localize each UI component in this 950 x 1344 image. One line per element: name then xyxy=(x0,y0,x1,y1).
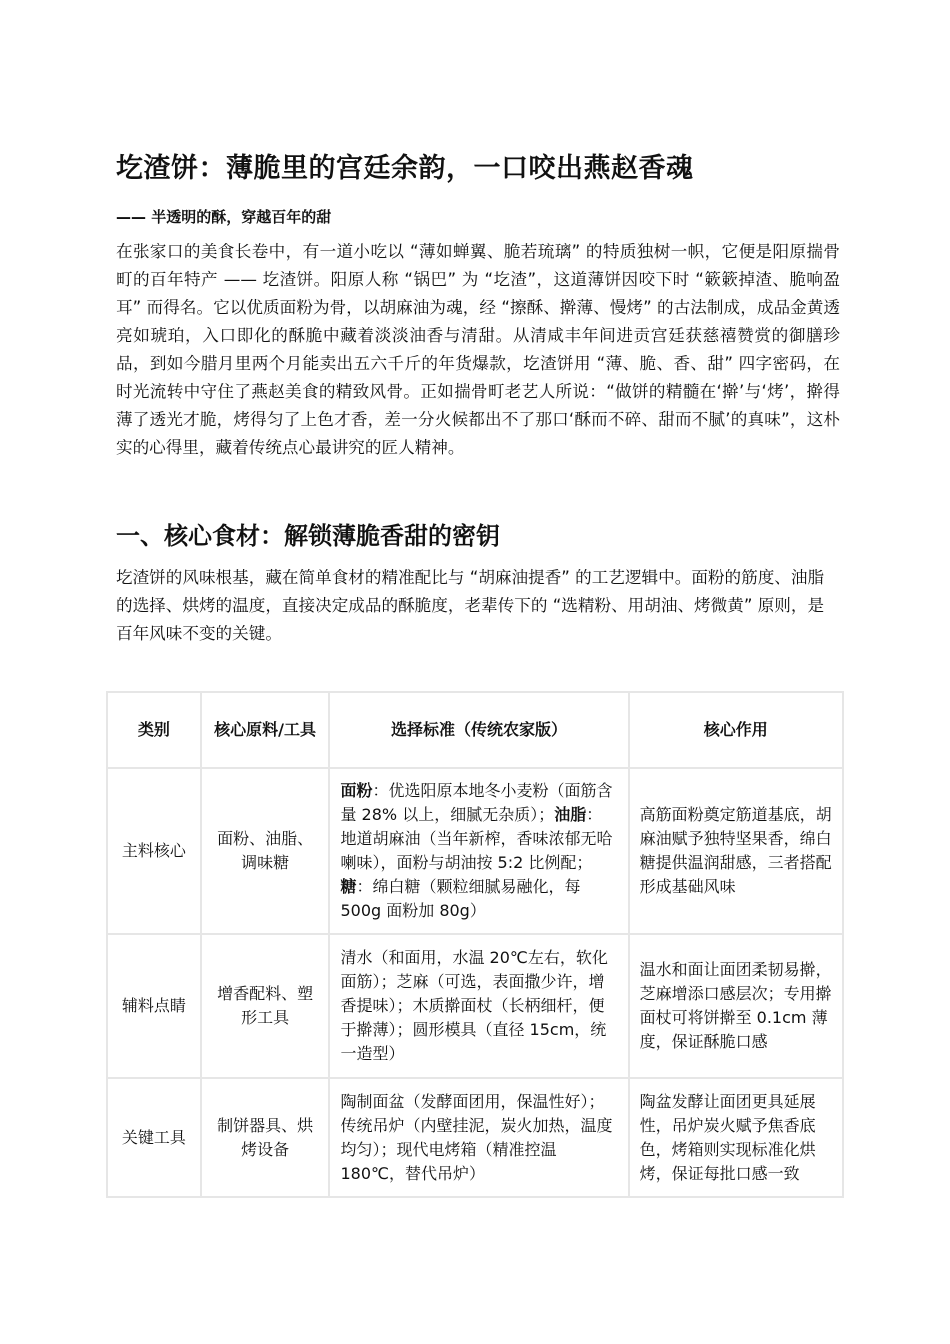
table-row xyxy=(107,934,843,1078)
header-role: 核心作用 xyxy=(629,692,843,768)
cell-items: 面粉、油脂、调味糖 xyxy=(201,768,330,934)
header-category: 类别 xyxy=(107,692,201,768)
text-flour: ：优选阳原本地冬小麦粉（面筋含量 28% 以上，细腻无杂质）； xyxy=(340,781,613,824)
cell-category: 关键工具 xyxy=(107,1078,201,1197)
label-oil: 油脂 xyxy=(554,805,587,824)
cell-role: 温水和面让面团柔韧易擀，芝麻增添口感层次；专用擀面杖可将饼擀至 0.1cm 薄度，保证酥脆口感 xyxy=(629,934,843,1078)
ingredients-table xyxy=(106,691,844,1198)
intro-paragraph: 在张家口的美食长卷中，有一道小吃以 “薄如蝉翼、脆若琉璃” 的特质独树一帜，它便是阳原揣骨町的百年特产 —— 圪渣饼。阳原人称 “锅巴” 为 “圪渣”，这道薄饼因咬下时 “簌簌掉渣、脆响盈耳” 而得名。它以优质面粉为骨，以胡麻油为魂，经 “擦酥、擀薄、慢烤” 的古法制成，成品金黄透亮如琥珀，入口即化的酥脆中藏着淡淡油香与清甜。从清咸丰年间进贡宫廷获慈禧赞赏的御膳珍品，到如今腊月里两个月能卖出五六千斤的年货爆款，圪渣饼用 “薄、脆、香、甜” 四字密码，在时光流转中守住了燕赵美食的精致风骨。正如揣骨町老艺人所说：“做饼的精髓在‘擀’与‘烤’，擀得薄了透光才脆，烤得匀了上色才香，差一分火候都出不了那口‘酥而不碎、甜而不腻’的真味”，这朴实的心得里，藏着传统点心最讲究的匠人精神。 xyxy=(116,242,840,457)
cell-role: 陶盆发酵让面团更具延展性，吊炉炭火赋予焦香底色，烤箱则实现标准化烘烤，保证每批口感一致 xyxy=(629,1078,843,1197)
table-row xyxy=(107,1078,843,1197)
cell-items: 增香配料、塑形工具 xyxy=(201,934,330,1078)
cell-items: 制饼器具、烘烤设备 xyxy=(201,1078,330,1197)
header-items: 核心原料/工具 xyxy=(201,692,330,768)
cell-category: 主料核心 xyxy=(107,768,201,934)
header-standard: 选择标准（传统农家版） xyxy=(329,692,628,768)
label-flour: 面粉 xyxy=(340,781,373,800)
table-row xyxy=(107,768,843,934)
cell-standard: 清水（和面用，水温 20℃左右，软化面筋）；芝麻（可选，表面撒少许，增香提味）；木质擀面杖（长柄细杆，便于擀薄）；圆形模具（直径 15cm，统一造型） xyxy=(329,934,628,1078)
cell-role: 高筋面粉奠定筋道基底，胡麻油赋予独特坚果香，绵白糖提供温润甜感，三者搭配形成基础风味 xyxy=(629,768,843,934)
section-paragraph: 圪渣饼的风味根基，藏在简单食材的精准配比与 “胡麻油提香” 的工艺逻辑中。面粉的筋度、油脂的选择、烘烤的温度，直接决定成品的酥脆度，老辈传下的 “选精粉、用胡油、烤微黄” 原则，是百年风味不变的关键。 xyxy=(116,568,825,643)
text-sugar: ：绵白糖（颗粒细腻易融化，每 500g 面粉加 80g） xyxy=(340,877,581,920)
cell-standard xyxy=(329,768,628,934)
section-heading: 一、核心食材：解锁薄脆香甜的密钥 xyxy=(116,522,500,550)
page-title: 圪渣饼：薄脆里的宫廷余韵，一口咬出燕赵香魂 xyxy=(116,153,694,184)
table-header-row xyxy=(107,692,843,768)
cell-standard: 陶制面盆（发酵面团用，保温性好）；传统吊炉（内壁挂泥，炭火加热，温度均匀）；现代电烤箱（精准控温 180℃，替代吊炉） xyxy=(329,1078,628,1197)
label-sugar: 糖 xyxy=(340,877,357,896)
text-oil: ：地道胡麻油（当年新榨，香味浓郁无哈喇味），面粉与胡油按 5:2 比例配； xyxy=(340,805,613,872)
subtitle: —— 半透明的酥，穿越百年的甜 xyxy=(116,208,332,226)
cell-category: 辅料点睛 xyxy=(107,934,201,1078)
